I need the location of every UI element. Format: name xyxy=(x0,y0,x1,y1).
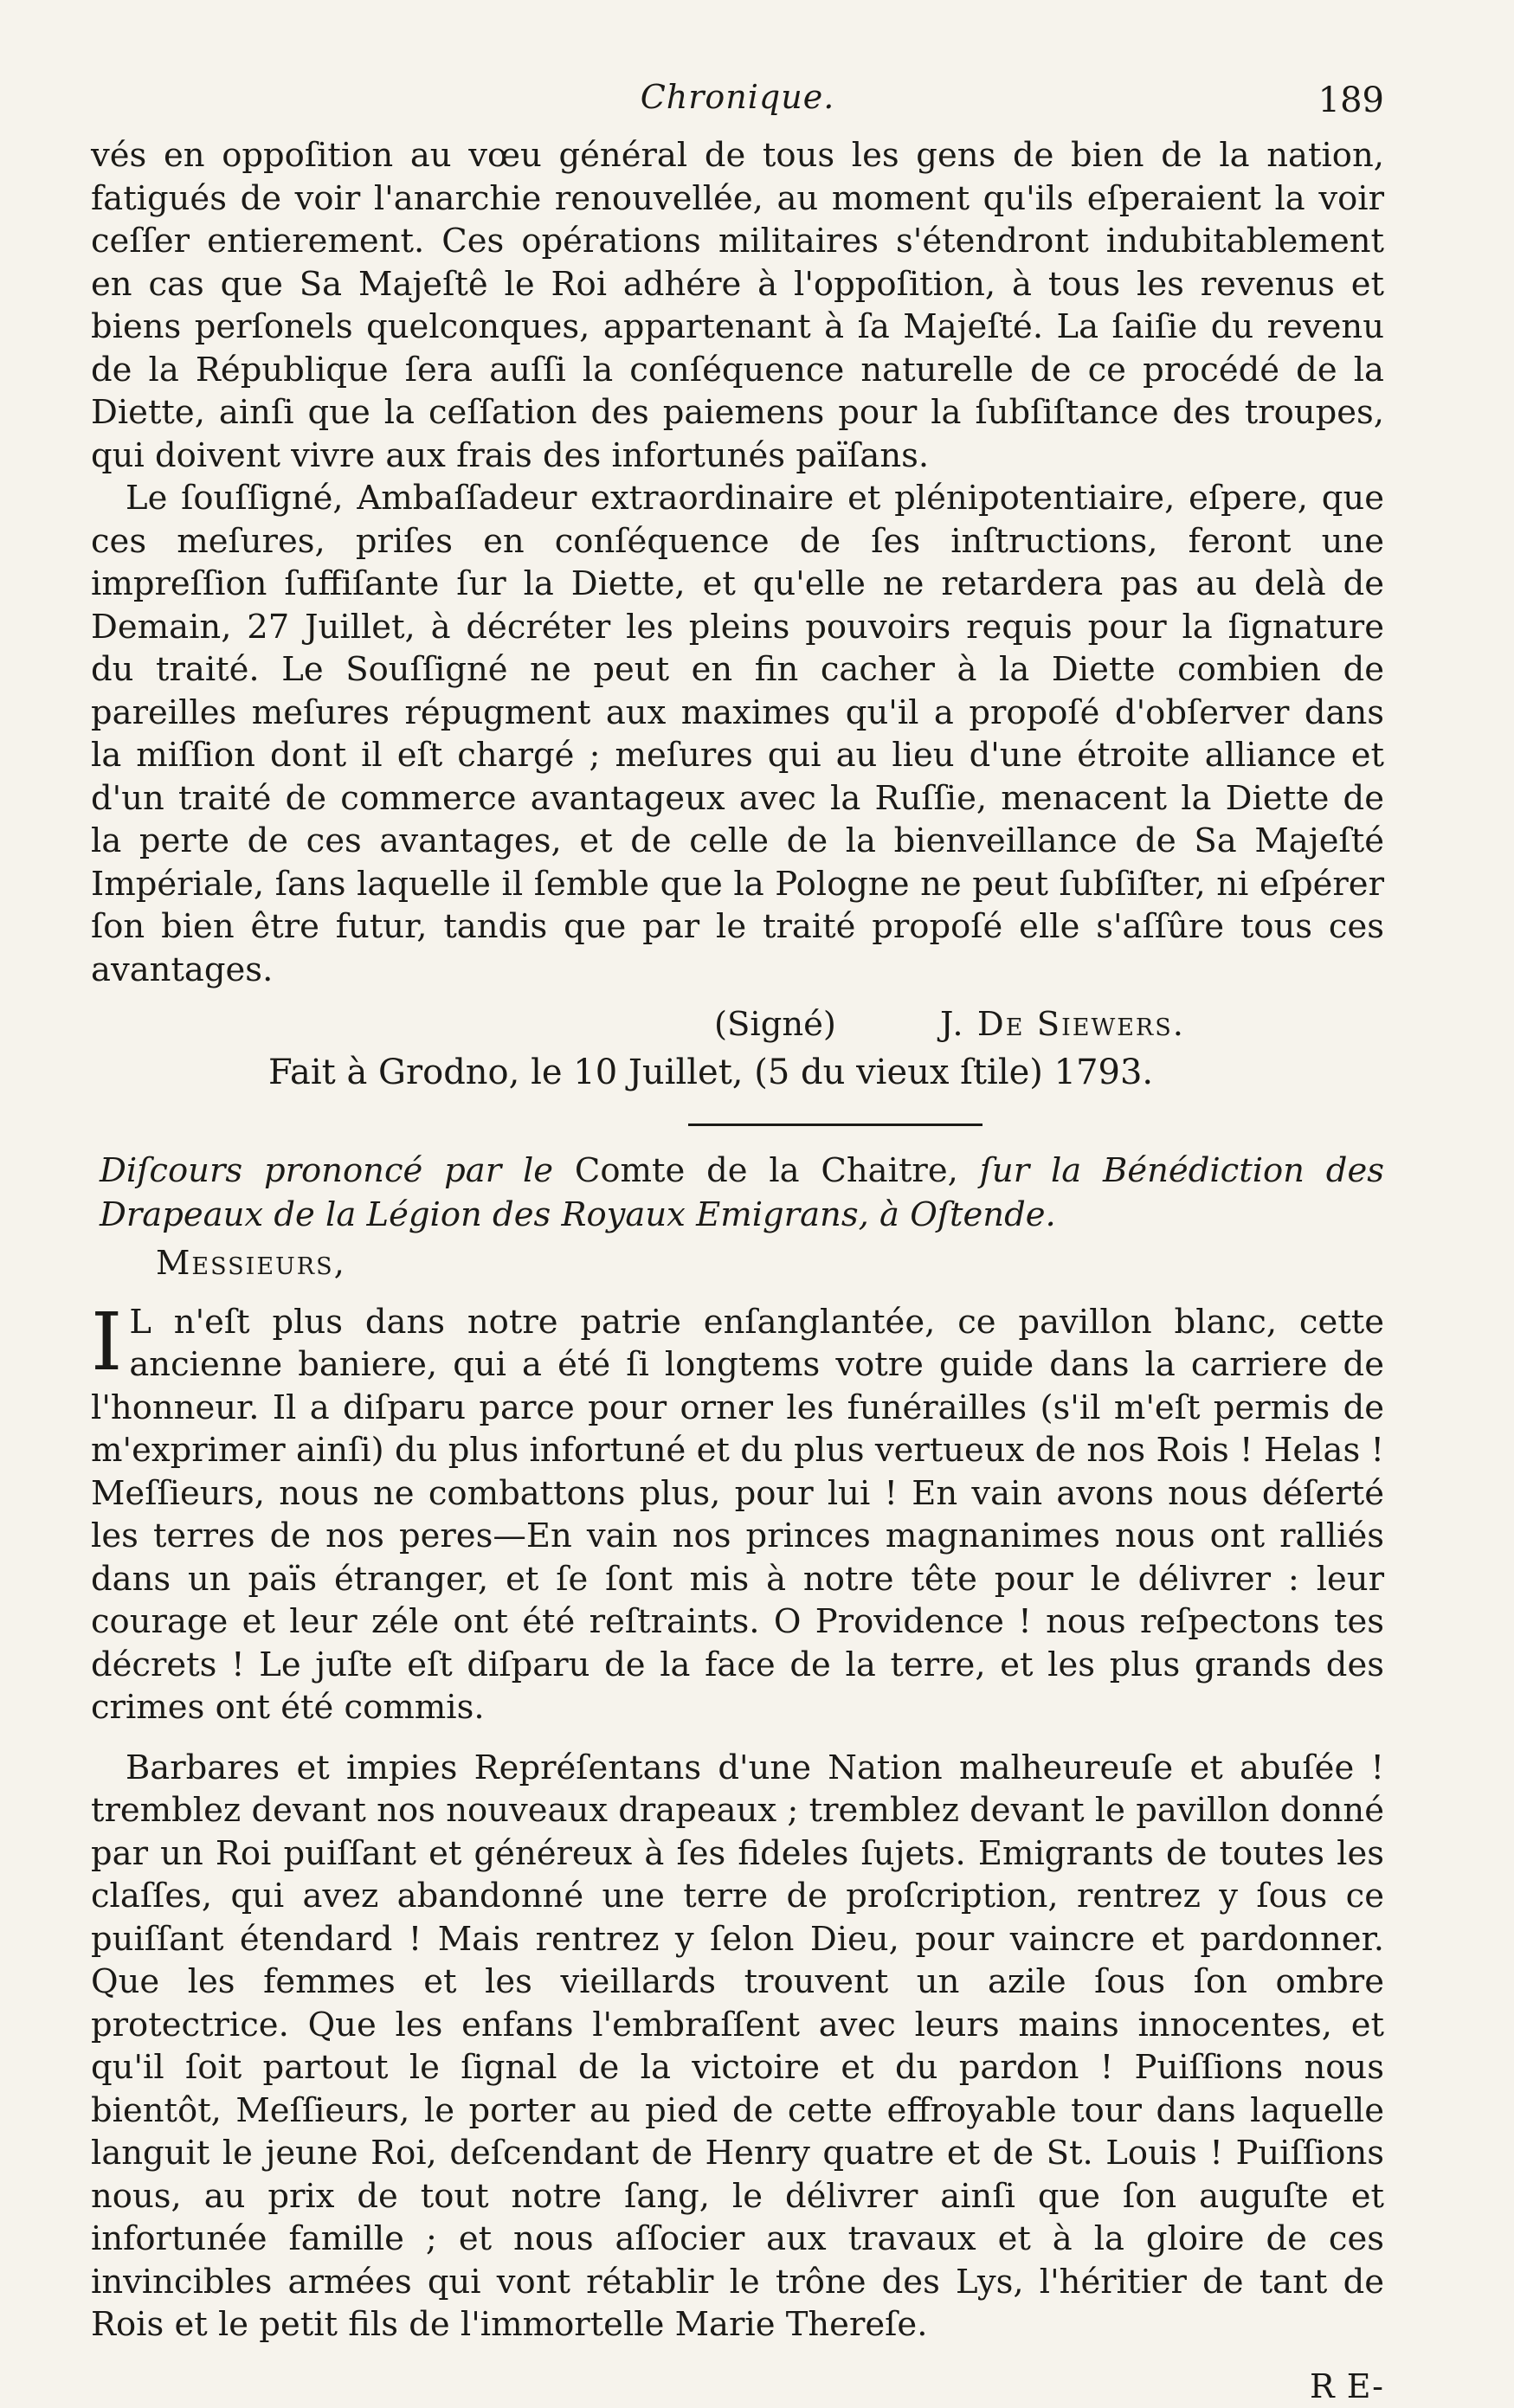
speech-paragraph-1 xyxy=(91,1301,1384,1729)
signed-label: (Signé) xyxy=(714,1005,836,1044)
section-rule xyxy=(688,1124,982,1126)
drop-cap: I xyxy=(91,1306,122,1379)
speech-title-part-2: ſur la Bénédiction des Drapeaux de la Légion des Royaux Emigrans, à Oſtende. xyxy=(100,1151,1384,1234)
speech-title-part-1: Diſcours prononcé par le xyxy=(100,1151,553,1190)
paragraph-continuation: vés en oppoſition au vœu général de tous les gens de bien de la nation, fatigués de voir l'anarchie renouvellée, au moment qu'ils eſperaient la voir ceſſer entierement. Ces opérations militaires s'étendront indubitablement en cas que Sa Majeſtê le Roi adhére à l'oppoſition, à tous les revenus et biens perſonels quelconques, appartenant à ſa Majeſté. La ſaiſie du revenu de la République ſera auſſi la conſéquence naturelle de ce procédé de la Diette, ainſi que la ceſſation des paiemens pour la ſubſiſtance des troupes, qui doivent vivre aux frais des infortunés païſans. xyxy=(91,134,1384,477)
speech-paragraph-1-text: L n'eſt plus dans notre patrie enſanglantée, ce pavillon blanc, cette ancienne baniere, qui a été ſi longtems votre guide dans la carriere de l'honneur. Il a diſparu parce pour orner les funérailles (s'il m'eſt permis de m'exprimer ainſi) du plus infortuné et du plus vertueux de nos Rois ! Helas ! Meſſieurs, nous ne combattons plus, pour lui ! En vain avons nous déſerté les terres de nos peres—En vain nos princes magnanimes nous ont ralliés dans un païs étranger, et ſe ſont mis à notre tête pour le délivrer : leur courage et leur zéle ont été reſtraints. O Providence ! nous reſpectons tes décrets ! Le juſte eſt diſparu de la face de la terre, et les plus grands des crimes ont été commis. xyxy=(91,1303,1384,1728)
signature-line xyxy=(91,1003,1384,1046)
speech-title-speaker: Comte de la Chaitre, xyxy=(575,1151,958,1190)
speech-paragraph-2: Barbares et impies Repréſentans d'une Nation malheureuſe et abuſée ! tremblez devant nos nouveaux drapeaux ; tremblez devant le pavillon donné par un Roi puiſſant et généreux à ſes fideles ſujets. Emigrants de toutes les claſſes, qui avez abandonné une terre de proſcription, rentrez y ſous ce puiſſant étendard ! Mais rentrez y ſelon Dieu, pour vaincre et pardonner. Que les femmes et les vieillards trouvent un azile ſous ſon ombre protectrice. Que les enfans l'embraſſent avec leurs mains innocentes, et qu'il ſoit partout le ſignal de la victoire et du pardon ! Puiſſions nous bientôt, Meſſieurs, le porter au pied de cette effroyable tour dans laquelle languit le jeune Roi, deſcendant de Henry quatre et de St. Louis ! Puiſſions nous, au prix de tout notre ſang, le délivrer ainſi que ſon auguſte et infortunée famille ; et nous aſſocier aux travaux et à la gloire de ces invincibles armées qui vont rétablir le trône des Lys, l'héritier de tant de Rois et le petit fils de l'immortelle Marie Thereſe. xyxy=(91,1747,1384,2347)
body-text xyxy=(91,134,1384,2408)
salutation: Messieurs, xyxy=(91,1242,1384,1285)
catchword: R E- xyxy=(91,2366,1384,2408)
page-header xyxy=(91,74,1384,134)
paragraph-ambassador: Le ſouſſigné, Ambaſſadeur extraordinaire et plénipotentiaire, eſpere, que ces meſures, priſes en conſéquence de ſes inſtructions, feront une impreſſion ſuffiſante ſur la Diette, et qu'elle ne retardera pas au delà de Demain, 27 Juillet, à décréter les pleins pouvoirs requis pour la ſignature du traité. Le Souſſigné ne peut en fin cacher à la Diette combien de pareilles meſures répugment aux maximes qu'il a propoſé d'obſerver dans la miſſion dont il eſt chargé ; meſures qui au lieu d'une étroite alliance et d'un traité de commerce avantageux avec la Ruſſie, menacent la Diette de la perte de ces avantages, et de celle de la bienveillance de Sa Majeſté Impériale, ſans laquelle il ſemble que la Pologne ne peut ſubſiſter, ni eſpérer ſon bien être futur, tandis que par le traité propoſé elle s'aſſûre tous ces avantages. xyxy=(91,477,1384,991)
signatory-name: J. De Siewers. xyxy=(940,1005,1185,1044)
speech-title xyxy=(91,1149,1384,1237)
page-number: 189 xyxy=(1318,80,1384,120)
dateline: Fait à Grodno, le 10 Juillet, (5 du vieux ſtile) 1793. xyxy=(91,1052,1384,1095)
running-head: Chronique. xyxy=(91,78,1384,116)
